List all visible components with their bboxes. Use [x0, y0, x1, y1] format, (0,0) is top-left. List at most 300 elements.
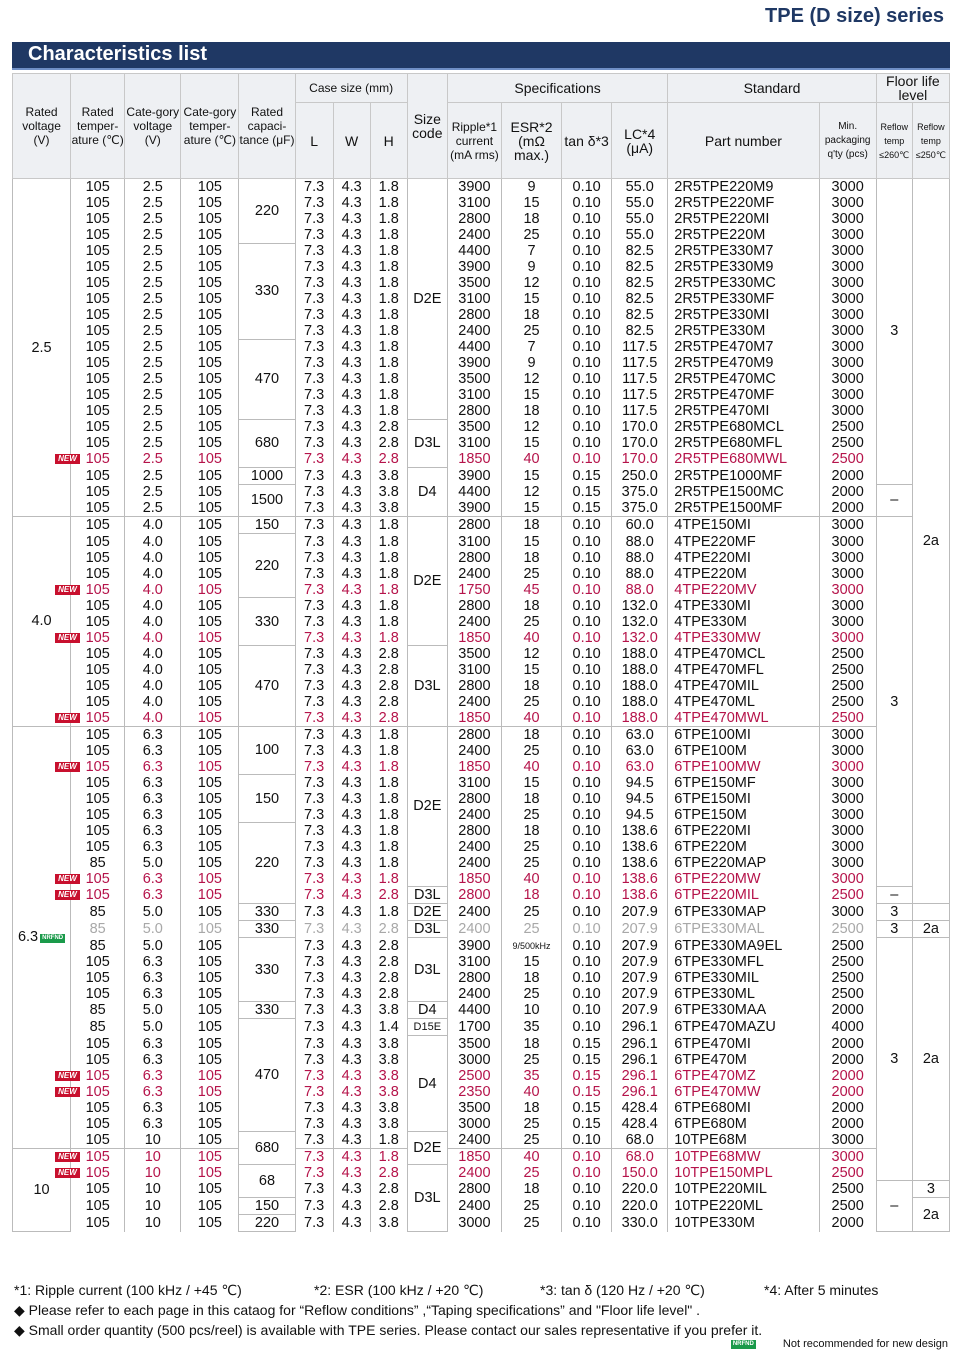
- length-cell: 7.3: [295, 435, 333, 451]
- capacitance-cell: [239, 823, 295, 904]
- ripple-cell: 3500: [447, 275, 501, 291]
- category-voltage-cell: 6.3: [125, 954, 181, 970]
- rated-temp-value: 105: [85, 227, 110, 243]
- length-cell: 7.3: [295, 694, 333, 710]
- width-cell: 4.3: [333, 484, 370, 500]
- length-cell: 7.3: [295, 419, 333, 435]
- category-temp-cell: 105: [181, 726, 239, 743]
- rated-temp-cell: [71, 1002, 125, 1019]
- part-number-cell: 6TPE330MAP: [668, 904, 819, 921]
- min-packaging-cell: 2000: [819, 1100, 876, 1116]
- esr-cell: 9: [501, 355, 561, 371]
- table-row: [13, 1068, 950, 1084]
- width-cell: 4.3: [333, 451, 370, 467]
- category-temp-cell: 105: [181, 646, 239, 662]
- header-ripple: Ripple*1 current (mA rms): [447, 103, 501, 179]
- size-code-cell: [407, 646, 447, 727]
- min-packaging-cell: 3000: [819, 759, 876, 775]
- rated-temp-value: 105: [85, 195, 110, 211]
- category-voltage-cell: 2.5: [125, 275, 181, 291]
- reflow260-cell: [876, 179, 912, 485]
- length-cell: 7.3: [295, 823, 333, 839]
- esr-cell: 25: [501, 227, 561, 243]
- part-number-cell: 6TPE220MW: [668, 871, 819, 887]
- length-cell: 7.3: [295, 921, 333, 938]
- ripple-cell: 2800: [447, 403, 501, 419]
- part-number-cell: 6TPE330MAL: [668, 921, 819, 938]
- esr-cell: 40: [501, 710, 561, 727]
- capacitance-value: 330: [254, 961, 280, 978]
- category-voltage-cell: 5.0: [125, 904, 181, 921]
- rated-temp-cell: [71, 855, 125, 871]
- length-cell: 7.3: [295, 1068, 333, 1084]
- rated-temp-cell: [71, 566, 125, 582]
- height-cell: 1.8: [370, 1132, 407, 1149]
- tan-delta-cell: 0.10: [562, 307, 612, 323]
- category-temp-cell: 105: [181, 339, 239, 355]
- capacitance-value: 150: [254, 517, 280, 533]
- table-row: [13, 195, 950, 211]
- category-voltage-cell: 2.5: [125, 451, 181, 467]
- size-code-value: D3L: [414, 887, 441, 903]
- ripple-cell: 4400: [447, 339, 501, 355]
- ripple-cell: 2400: [447, 743, 501, 759]
- table-row: [13, 291, 950, 307]
- header-length: L: [295, 103, 333, 179]
- lc-cell: 220.0: [612, 1198, 668, 1215]
- size-code-value: D3L: [414, 921, 441, 937]
- lc-cell: 117.5: [612, 403, 668, 419]
- rated-temp-value: 105: [85, 1115, 110, 1132]
- reflow250-cell: [912, 1181, 949, 1198]
- min-packaging-cell: 2500: [819, 921, 876, 938]
- esr-cell: 18: [501, 403, 561, 419]
- category-temp-cell: 105: [181, 1215, 239, 1232]
- tan-delta-cell: 0.10: [562, 921, 612, 938]
- rated-temp-value: 105: [85, 629, 110, 646]
- new-badge: NEW: [55, 585, 80, 595]
- esr-cell: 18: [501, 887, 561, 904]
- width-cell: 4.3: [333, 823, 370, 839]
- width-cell: 4.3: [333, 1052, 370, 1068]
- category-temp-cell: 105: [181, 435, 239, 451]
- part-number-cell: 2R5TPE220MF: [668, 195, 819, 211]
- height-cell: 3.8: [370, 1084, 407, 1100]
- reflow250-value: 2a: [922, 921, 939, 937]
- ripple-cell: 3900: [447, 500, 501, 517]
- rated-temp-value: 85: [89, 937, 106, 954]
- tan-delta-cell: 0.10: [562, 403, 612, 419]
- header-rated-voltage: Rated voltage (V): [13, 74, 71, 179]
- min-packaging-cell: 3000: [819, 355, 876, 371]
- tan-delta-cell: 0.10: [562, 323, 612, 339]
- rated-temp-value: 105: [85, 790, 110, 807]
- capacitance-value: 680: [254, 1140, 280, 1156]
- min-packaging-cell: 3000: [819, 598, 876, 614]
- lc-cell: 117.5: [612, 339, 668, 355]
- height-cell: 1.8: [370, 307, 407, 323]
- rated-temp-cell: [58, 451, 125, 467]
- tan-delta-cell: 0.10: [562, 1165, 612, 1181]
- table-row: [13, 550, 950, 566]
- width-cell: 4.3: [333, 243, 370, 259]
- header-reflow-250: Reflow temp ≤250℃: [912, 103, 949, 179]
- footnote-ripple: *1: Ripple current (100 kHz / +45 ℃): [14, 1282, 242, 1298]
- table-row: [13, 887, 950, 904]
- min-packaging-cell: 2500: [819, 451, 876, 467]
- rated-temp-cell: [71, 921, 125, 938]
- min-packaging-cell: 3000: [819, 726, 876, 743]
- width-cell: 4.3: [333, 550, 370, 566]
- part-number-cell: 2R5TPE680MFL: [668, 435, 819, 451]
- length-cell: 7.3: [295, 323, 333, 339]
- width-cell: 4.3: [333, 211, 370, 227]
- esr-cell: 25: [501, 694, 561, 710]
- category-voltage-cell: 2.5: [125, 435, 181, 451]
- height-cell: 1.8: [370, 179, 407, 196]
- table-row: [13, 986, 950, 1002]
- rated-temp-cell: [71, 467, 125, 484]
- esr-cell: 25: [501, 904, 561, 921]
- height-cell: 1.8: [370, 355, 407, 371]
- height-cell: 3.8: [370, 1215, 407, 1232]
- category-temp-cell: 105: [181, 371, 239, 387]
- lc-cell: 188.0: [612, 694, 668, 710]
- height-cell: 3.8: [370, 467, 407, 484]
- rated-temp-cell: [71, 743, 125, 759]
- height-cell: 1.8: [370, 807, 407, 823]
- tan-delta-cell: 0.10: [562, 823, 612, 839]
- reflow260-value: 3: [890, 921, 899, 937]
- reflow260-value: –: [890, 887, 899, 903]
- rated-temp-cell: [58, 1148, 125, 1165]
- min-packaging-cell: 2500: [819, 1198, 876, 1215]
- ripple-cell: 2400: [447, 986, 501, 1002]
- table-row: [13, 1019, 950, 1036]
- part-number-cell: 6TPE150M: [668, 807, 819, 823]
- rated-temp-cell: [71, 435, 125, 451]
- lc-cell: 55.0: [612, 227, 668, 243]
- part-number-cell: 6TPE220MIL: [668, 887, 819, 904]
- new-badge: NEW: [55, 713, 80, 723]
- reflow260-cell: [876, 1181, 912, 1232]
- esr-cell: 25: [501, 743, 561, 759]
- ripple-cell: 2350: [447, 1084, 501, 1100]
- rated-temp-value: 105: [85, 758, 110, 775]
- esr-cell: 18: [501, 517, 561, 534]
- lc-cell: 88.0: [612, 566, 668, 582]
- part-number-cell: 2R5TPE330MC: [668, 275, 819, 291]
- table-row: [13, 823, 950, 839]
- tan-delta-cell: 0.10: [562, 726, 612, 743]
- length-cell: 7.3: [295, 726, 333, 743]
- esr-cell: 18: [501, 970, 561, 986]
- esr-cell: 25: [501, 1165, 561, 1181]
- esr-cell: 9/500kHz: [501, 938, 561, 954]
- part-number-cell: 6TPE470MZ: [668, 1068, 819, 1084]
- category-temp-cell: 105: [181, 1068, 239, 1084]
- tan-delta-cell: 0.10: [562, 243, 612, 259]
- width-cell: 4.3: [333, 839, 370, 855]
- category-voltage-cell: 10: [125, 1132, 181, 1149]
- width-cell: 4.3: [333, 743, 370, 759]
- ripple-cell: 2800: [447, 726, 501, 743]
- min-packaging-cell: 3000: [819, 630, 876, 646]
- rated-temp-cell: [71, 775, 125, 791]
- esr-cell: 18: [501, 550, 561, 566]
- esr-cell: 40: [501, 451, 561, 467]
- rated-temp-value: 105: [85, 243, 110, 259]
- part-number-cell: 2R5TPE470MC: [668, 371, 819, 387]
- length-cell: 7.3: [295, 598, 333, 614]
- ripple-cell: 2800: [447, 791, 501, 807]
- esr-cell: 25: [501, 839, 561, 855]
- lc-cell: 207.9: [612, 904, 668, 921]
- lc-cell: 117.5: [612, 387, 668, 403]
- category-temp-cell: 105: [181, 1116, 239, 1132]
- height-cell: 3.8: [370, 1052, 407, 1068]
- part-number-cell: 6TPE680M: [668, 1116, 819, 1132]
- category-voltage-cell: 2.5: [125, 323, 181, 339]
- lc-cell: 94.5: [612, 791, 668, 807]
- width-cell: 4.3: [333, 534, 370, 550]
- header-lc: LC*4 (μA): [612, 103, 668, 179]
- category-temp-cell: 105: [181, 179, 239, 196]
- table-row: [13, 807, 950, 823]
- lc-cell: 63.0: [612, 743, 668, 759]
- capacitance-value: 470: [254, 677, 280, 694]
- tan-delta-cell: 0.10: [562, 775, 612, 791]
- note-small-order: ◆ Small order quantity (500 pcs/reel) is available with TPE series. Please contact our sales representative if you prefer it.: [14, 1322, 763, 1338]
- min-packaging-cell: 3000: [819, 291, 876, 307]
- reflow250-value: 2a: [922, 1051, 939, 1067]
- rated-temp-cell: [71, 823, 125, 839]
- rated-temp-value: 105: [85, 259, 110, 275]
- width-cell: 4.3: [333, 500, 370, 517]
- table-body: [13, 179, 950, 1232]
- esr-cell: 40: [501, 1084, 561, 1100]
- part-number-cell: 6TPE330MIL: [668, 970, 819, 986]
- ripple-cell: 4400: [447, 243, 501, 259]
- category-temp-cell: 105: [181, 484, 239, 500]
- min-packaging-cell: 3000: [819, 179, 876, 196]
- nrfnd-badge: NRFND: [42, 935, 64, 941]
- rated-temp-cell: [71, 662, 125, 678]
- rated-temp-cell: [71, 598, 125, 614]
- table-row: [13, 938, 950, 954]
- capacitance-cell: [239, 1165, 295, 1198]
- length-cell: 7.3: [295, 791, 333, 807]
- ripple-cell: 2400: [447, 807, 501, 823]
- rated-temp-cell: [58, 709, 125, 727]
- lc-cell: 170.0: [612, 419, 668, 435]
- width-cell: 4.3: [333, 323, 370, 339]
- tan-delta-cell: 0.10: [562, 662, 612, 678]
- table-row: [13, 1148, 950, 1165]
- height-cell: 1.8: [370, 614, 407, 630]
- table-row: [13, 323, 950, 339]
- tan-delta-cell: 0.10: [562, 791, 612, 807]
- rated-temp-value: 85: [89, 1002, 106, 1018]
- length-cell: 7.3: [295, 517, 333, 534]
- table-row: [13, 1100, 950, 1116]
- category-voltage-cell: 2.5: [125, 243, 181, 259]
- min-packaging-cell: 2500: [819, 887, 876, 904]
- size-code-cell: [407, 467, 447, 517]
- esr-cell: 7: [501, 339, 561, 355]
- lc-cell: 296.1: [612, 1052, 668, 1068]
- category-voltage-cell: 6.3: [125, 1068, 181, 1084]
- esr-cell: 35: [501, 1019, 561, 1036]
- tan-delta-cell: 0.10: [562, 646, 612, 662]
- tan-delta-cell: 0.10: [562, 227, 612, 243]
- length-cell: 7.3: [295, 743, 333, 759]
- min-packaging-cell: 3000: [819, 823, 876, 839]
- part-number-cell: 6TPE220MAP: [668, 855, 819, 871]
- category-temp-cell: 105: [181, 743, 239, 759]
- table-row: [13, 403, 950, 419]
- category-temp-cell: 105: [181, 1084, 239, 1100]
- header-rated-temp: Rated temper-ature (℃): [71, 74, 125, 179]
- length-cell: 7.3: [295, 227, 333, 243]
- capacitance-cell: [239, 1215, 295, 1232]
- rated-temp-value: 105: [85, 1164, 110, 1181]
- length-cell: 7.3: [295, 887, 333, 904]
- ripple-cell: 2800: [447, 678, 501, 694]
- category-temp-cell: 105: [181, 921, 239, 938]
- category-voltage-cell: 5.0: [125, 1019, 181, 1036]
- rated-temp-value: 105: [85, 387, 110, 403]
- width-cell: 4.3: [333, 662, 370, 678]
- rated-temp-cell: [58, 758, 125, 775]
- width-cell: 4.3: [333, 938, 370, 954]
- length-cell: 7.3: [295, 484, 333, 500]
- rated-temp-value: 85: [89, 904, 106, 920]
- capacitance-cell: [239, 1019, 295, 1132]
- rated-temp-value: 105: [85, 549, 110, 566]
- table-row: [13, 534, 950, 550]
- part-number-cell: 6TPE330MFL: [668, 954, 819, 970]
- rated-temp-value: 105: [85, 838, 110, 855]
- lc-cell: 117.5: [612, 355, 668, 371]
- esr-cell: 15: [501, 195, 561, 211]
- table-row: [13, 646, 950, 662]
- category-temp-cell: 105: [181, 211, 239, 227]
- header-esr: ESR*2 (mΩ max.): [501, 103, 561, 179]
- min-packaging-cell: 2500: [819, 938, 876, 954]
- min-packaging-cell: 2500: [819, 986, 876, 1002]
- part-number-cell: 4TPE220MI: [668, 550, 819, 566]
- lc-cell: 375.0: [612, 500, 668, 517]
- width-cell: 4.3: [333, 726, 370, 743]
- table-row: [13, 839, 950, 855]
- esr-cell: 18: [501, 307, 561, 323]
- reflow260-value: 3: [890, 323, 899, 340]
- width-cell: 4.3: [333, 791, 370, 807]
- category-voltage-cell: 2.5: [125, 403, 181, 419]
- esr-cell: 10: [501, 1002, 561, 1019]
- tan-delta-cell: 0.15: [562, 484, 612, 500]
- size-code-cell: [407, 179, 447, 420]
- table-row: [13, 484, 950, 500]
- esr-cell: 40: [501, 759, 561, 775]
- min-packaging-cell: 3000: [819, 517, 876, 534]
- category-voltage-cell: 4.0: [125, 694, 181, 710]
- ripple-cell: 3500: [447, 1100, 501, 1116]
- lc-cell: 132.0: [612, 614, 668, 630]
- min-packaging-cell: 2500: [819, 678, 876, 694]
- height-cell: 1.8: [370, 259, 407, 275]
- tan-delta-cell: 0.10: [562, 259, 612, 275]
- rated-temp-value: 105: [85, 1215, 110, 1231]
- width-cell: 4.3: [333, 807, 370, 823]
- rated-temp-cell: [71, 243, 125, 259]
- category-voltage-cell: 4.0: [125, 534, 181, 550]
- capacitance-cell: [239, 1198, 295, 1215]
- length-cell: 7.3: [295, 1132, 333, 1149]
- rated-temp-value: 105: [85, 677, 110, 694]
- capacitance-value: 330: [254, 1002, 280, 1018]
- rated-temp-cell: [71, 371, 125, 387]
- width-cell: 4.3: [333, 339, 370, 355]
- ripple-cell: 2400: [447, 614, 501, 630]
- esr-cell: 9: [501, 259, 561, 275]
- series-title: TPE (D size) series: [765, 5, 944, 27]
- size-code-value: D3L: [414, 961, 441, 978]
- table-row: [13, 179, 950, 196]
- part-number-cell: 4TPE470MWL: [668, 710, 819, 727]
- rated-temp-value: 105: [85, 307, 110, 323]
- height-cell: 2.8: [370, 646, 407, 662]
- table-row: [13, 419, 950, 435]
- lc-cell: 132.0: [612, 598, 668, 614]
- part-number-cell: 10TPE150MPL: [668, 1165, 819, 1181]
- min-packaging-cell: 3000: [819, 839, 876, 855]
- reflow260-value: –: [890, 1198, 899, 1214]
- header-height: H: [370, 103, 407, 179]
- category-temp-cell: 105: [181, 517, 239, 534]
- length-cell: 7.3: [295, 355, 333, 371]
- esr-cell: 15: [501, 387, 561, 403]
- height-cell: 3.8: [370, 1100, 407, 1116]
- length-cell: 7.3: [295, 275, 333, 291]
- tan-delta-cell: 0.10: [562, 534, 612, 550]
- header-category-temp: Cate-gory temper-ature (℃): [181, 74, 239, 179]
- width-cell: 4.3: [333, 435, 370, 451]
- category-temp-cell: 105: [181, 195, 239, 211]
- rated-temp-cell: [71, 839, 125, 855]
- part-number-cell: 6TPE330MAA: [668, 1002, 819, 1019]
- lc-cell: 82.5: [612, 275, 668, 291]
- length-cell: 7.3: [295, 710, 333, 727]
- capacitance-value: 68: [258, 1173, 276, 1189]
- category-temp-cell: 105: [181, 791, 239, 807]
- new-badge: NEW: [55, 762, 80, 772]
- category-temp-cell: 105: [181, 243, 239, 259]
- lc-cell: 88.0: [612, 582, 668, 598]
- rated-temp-value: 105: [85, 1131, 110, 1148]
- part-number-cell: 10TPE68MW: [668, 1148, 819, 1165]
- category-temp-cell: 105: [181, 1132, 239, 1149]
- ripple-cell: 2800: [447, 823, 501, 839]
- min-packaging-cell: 3000: [819, 211, 876, 227]
- header-category-voltage: Cate-gory voltage (V): [125, 74, 181, 179]
- ripple-cell: 3900: [447, 259, 501, 275]
- lc-cell: 138.6: [612, 871, 668, 887]
- height-cell: 1.8: [370, 630, 407, 646]
- category-voltage-cell: 6.3: [125, 726, 181, 743]
- length-cell: 7.3: [295, 678, 333, 694]
